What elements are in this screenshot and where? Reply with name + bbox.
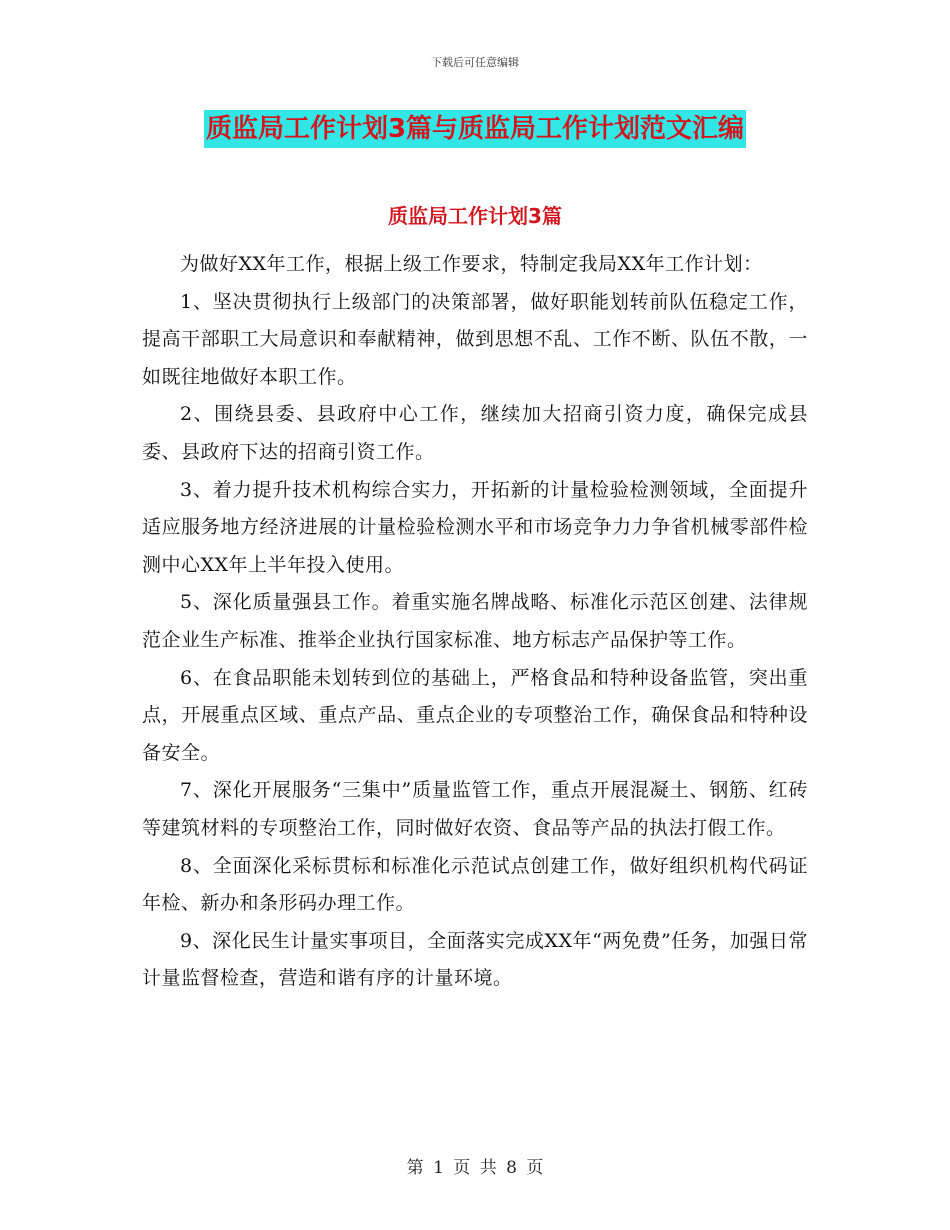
document-body (142, 246, 808, 998)
paragraph-intro: 为做好XX年工作，根据上级工作要求，特制定我局XX年工作计划： (180, 253, 763, 275)
section-title: 质监局工作计划3篇 (388, 204, 562, 228)
document-title-text: 质监局工作计划3篇与质监局工作计划范文汇编 (204, 110, 746, 148)
paragraph-item-8: 8、全面深化采标贯标和标准化示范试点创建工作，做好组织机构代码证年检、新办和条形码办理工作。 (142, 854, 808, 915)
paragraph-item-6: 6、在食品职能未划转到位的基础上，严格食品和特种设备监管，突出重点，开展重点区域、重点产品、重点企业的专项整治工作，确保食品和特种设备安全。 (142, 666, 808, 764)
paragraph-item-9: 9、深化民生计量实事项目，全面落实完成XX年“两免费”任务，加强日常计量监督检查，营造和谐有序的计量环境。 (142, 929, 808, 990)
paragraph-item-1: 1、坚决贯彻执行上级部门的决策部署，做好职能划转前队伍稳定工作，提高干部职工大局意识和奉献精神，做到思想不乱、工作不断、队伍不散，一如既往地做好本职工作。 (142, 290, 808, 388)
document-title (0, 110, 950, 148)
paragraph-item-3: 3、着力提升技术机构综合实力，开拓新的计量检验检测领域，全面提升适应服务地方经济进展的计量检验检测水平和市场竞争力力争省机械零部件检测中心XX年上半年投入使用。 (142, 478, 808, 576)
page-footer: 第 1 页 共 8 页 (406, 1158, 544, 1178)
paragraph-item-7: 7、深化开展服务“三集中”质量监管工作，重点开展混凝土、钢筋、红砖等建筑材料的专项整治工作，同时做好农资、食品等产品的执法打假工作。 (142, 779, 808, 839)
header-note: 下载后可任意编辑 (431, 56, 519, 69)
paragraph-item-5: 5、深化质量强县工作。着重实施名牌战略、标准化示范区创建、法律规范企业生产标准、推举企业执行国家标准、地方标志产品保护等工作。 (142, 591, 808, 651)
paragraph-item-2: 2、围绕县委、县政府中心工作，继续加大招商引资力度，确保完成县委、县政府下达的招商引资工作。 (142, 403, 808, 463)
